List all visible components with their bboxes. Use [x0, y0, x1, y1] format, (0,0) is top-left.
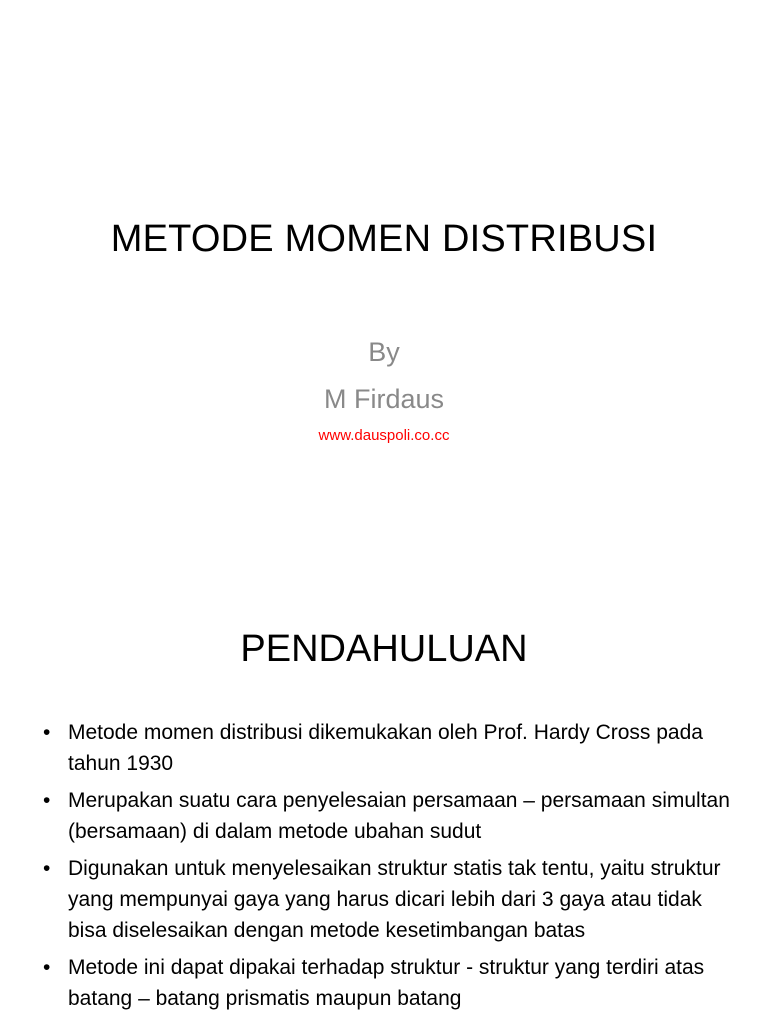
- bullet-item: [40, 717, 730, 779]
- slide-title: METODE MOMEN DISTRIBUSI: [110, 218, 658, 260]
- bullet-point-icon: •: [43, 721, 51, 744]
- bullet-text: Metode momen distribusi dikemukakan oleh Prof. Hardy Cross pada tahun 1930: [68, 721, 703, 775]
- author-website-link[interactable]: www.dauspoli.co.cc: [318, 427, 450, 444]
- bullet-item: [40, 952, 730, 1014]
- bullet-list: [40, 717, 730, 1020]
- bullet-text: Digunakan untuk menyelesaikan struktur statis tak tentu, yaitu struktur yang mempunyai gaya yang harus dicari lebih dari 3 gaya atau tidak bisa diselesaikan dengan metode kesetimbangan batas: [68, 857, 721, 942]
- bullet-point-icon: •: [43, 789, 51, 812]
- bullet-text: Metode ini dapat dipakai terhadap struktur - struktur yang terdiri atas batang – batang prismatis maupun batang: [68, 956, 705, 1010]
- section-title: PENDAHULUAN: [240, 628, 528, 670]
- subtitle-by-label: By: [368, 337, 400, 367]
- content-slide: [0, 576, 768, 1024]
- author-name: M Firdaus: [323, 384, 445, 414]
- bullet-item: [40, 785, 730, 847]
- bullet-point-icon: •: [43, 857, 51, 880]
- bullet-point-icon: •: [43, 956, 51, 979]
- bullet-item: [40, 853, 730, 946]
- bullet-text: Merupakan suatu cara penyelesaian persamaan – persamaan simultan (bersamaan) di dalam metode ubahan sudut: [68, 789, 730, 843]
